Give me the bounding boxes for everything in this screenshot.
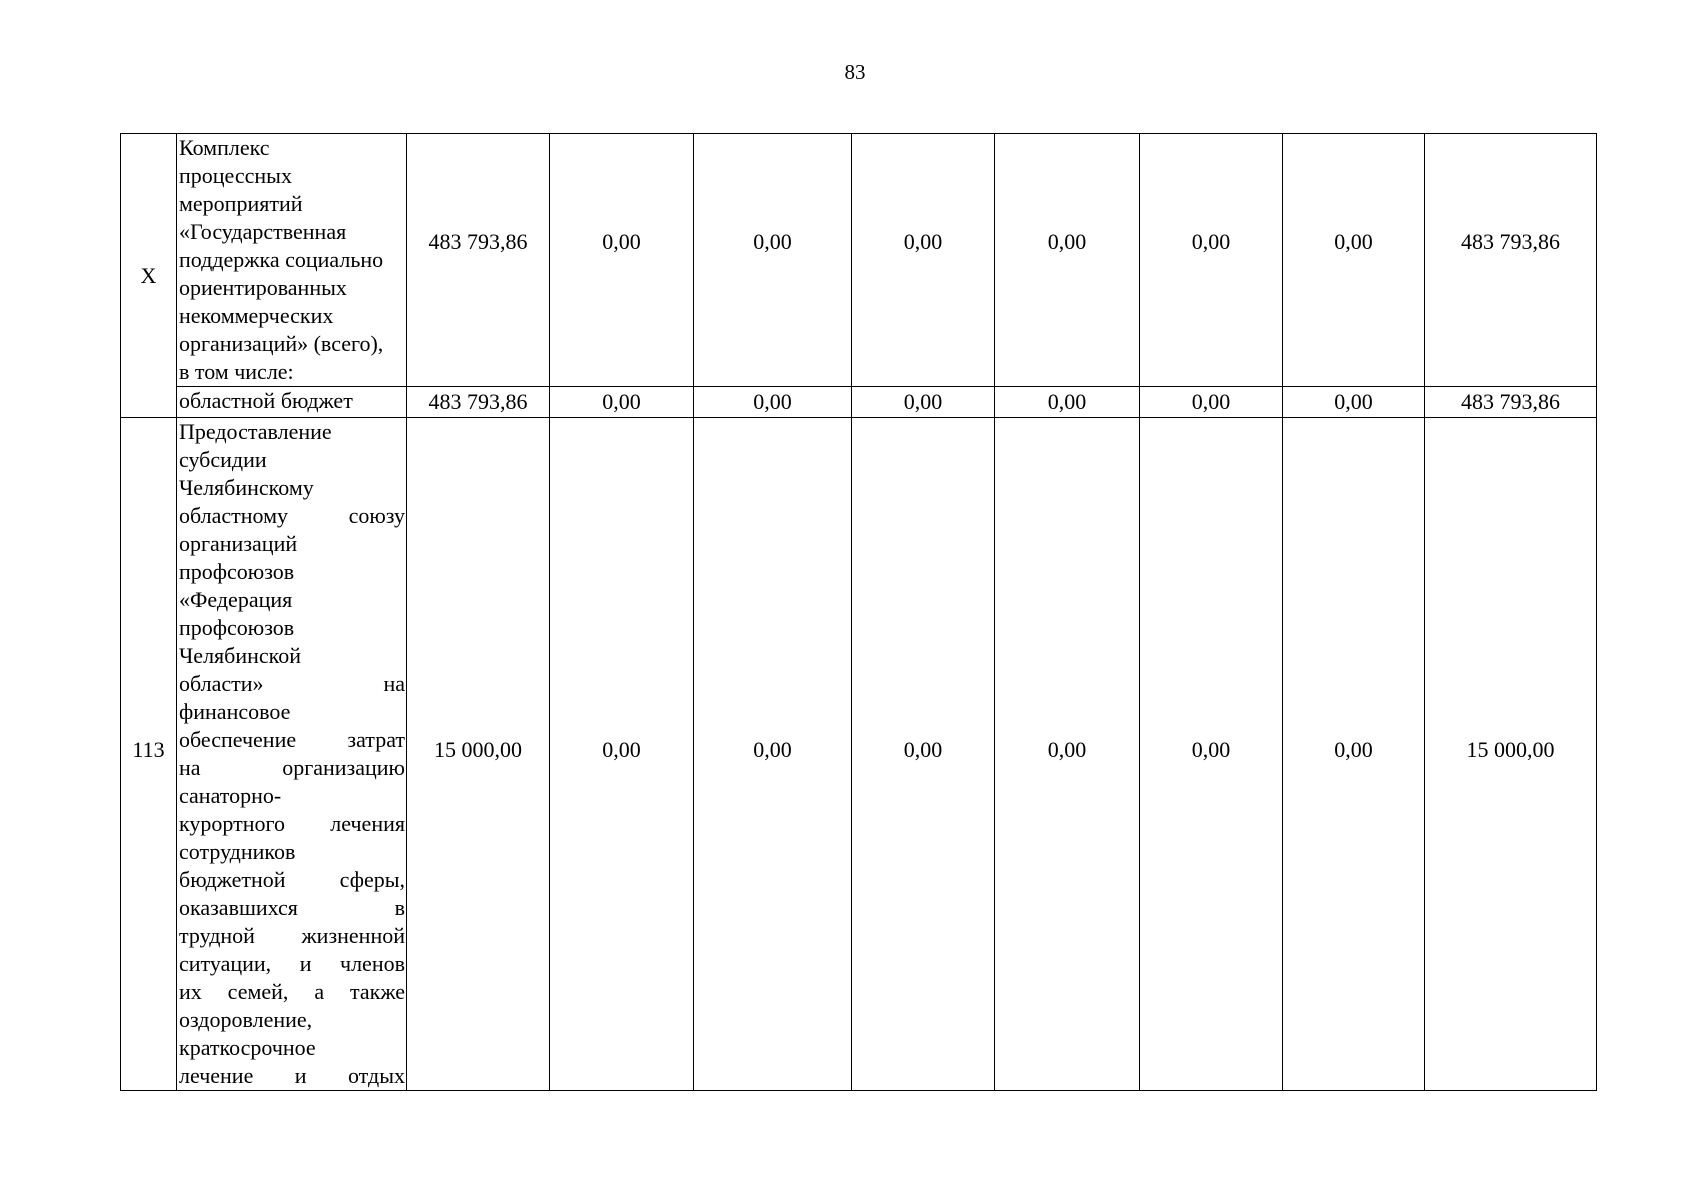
description-word: Предоставление [179,419,332,444]
value: 0,00 [1191,737,1231,762]
description-word: в [394,895,405,920]
value-cell [852,134,995,387]
value-cell [550,134,694,387]
description-word: а [314,979,325,1004]
description-line [179,446,405,474]
value: 0,00 [1191,229,1231,254]
value: 15 000,00 [434,737,522,762]
value-cell [694,134,852,387]
row-number-cell [121,134,177,418]
description-line [179,1062,405,1090]
description-word: ситуации, [179,951,272,976]
description-line [179,670,405,698]
value-cell [852,418,995,1091]
description-word: сотрудников [179,839,296,864]
row-number: 113 [132,737,165,762]
value-cell [550,418,694,1091]
description-line [179,530,405,558]
description-word: профсоюзов [179,615,295,640]
row-number: Х [140,262,157,288]
description-line: процессных [179,163,292,188]
description-line [179,810,405,838]
description-word: профсоюзов [179,559,295,584]
description-line: мероприятий [179,191,303,216]
description-word: также [349,979,405,1004]
description-word: организацию [282,755,405,780]
description-word: Челябинскому [179,475,314,500]
value-cell [1140,418,1283,1091]
value-cell [1283,418,1425,1091]
description-line [179,586,405,614]
value: 0,00 [602,229,641,254]
value: 0,00 [1047,229,1087,254]
description-line [179,698,405,726]
description-line [179,838,405,866]
value-cell: 0,00 [550,387,694,418]
value-cell: 0,00 [1283,387,1425,418]
description-word: организаций [179,531,298,556]
description-line [179,1006,405,1034]
description-word: обеспечение [179,727,297,752]
value-cell [1140,134,1283,387]
description-word: оздоровление, [179,1007,313,1032]
description-line: некоммерческих [179,303,334,328]
description-word: финансовое [179,699,291,724]
value-cell [1283,134,1425,387]
description-word: членов [340,951,405,976]
description-line: «Государственная [179,219,347,244]
description-line [179,474,405,502]
description-word: «Федерация [179,587,293,612]
description-line [179,866,405,894]
description-word: жизненной [301,923,405,948]
description-word: семей, [227,979,289,1004]
description-word: сферы, [339,867,405,892]
description-line: организаций» (всего), [179,331,384,356]
description-line [179,502,405,530]
description-word: затрат [347,727,405,752]
description-line [179,922,405,950]
value-cell [694,418,852,1091]
description-cell [177,418,407,1091]
description-word: на [179,755,201,780]
value: 0,00 [1334,737,1373,762]
description-word: санаторно- [179,783,282,808]
value: 15 000,00 [1466,737,1555,762]
description-word: и [294,1063,307,1088]
value-cell: 0,00 [995,387,1140,418]
description-line [179,558,405,586]
description-line [179,978,405,1006]
description-line [179,642,405,670]
description-line [179,950,405,978]
value-cell [1425,134,1597,387]
value-cell [407,134,550,387]
table-row [121,134,1597,387]
description-word: союзу [348,503,405,528]
value: 483 793,86 [428,229,528,254]
description-word: их [179,979,202,1004]
value-cell [407,418,550,1091]
value: 0,00 [903,737,943,762]
budget-table [120,133,1597,1091]
description-word: краткосрочное [179,1035,316,1060]
description-word: отдых [347,1063,405,1088]
value: 0,00 [903,229,943,254]
value-cell [995,134,1140,387]
description-line [179,1034,405,1062]
description-word: и [299,951,312,976]
table-row [121,387,1597,418]
value: 0,00 [602,737,641,762]
description-line: поддержка социально [179,247,384,272]
value: 0,00 [753,229,792,254]
value: 0,00 [1047,737,1087,762]
value-cell: 483 793,86 [1425,387,1597,418]
description-line [179,754,405,782]
description-word: лечения [330,811,405,836]
description-cell [177,134,407,387]
description-word: Челябинской [179,643,302,668]
value-cell [995,418,1140,1091]
description-line [179,726,405,754]
description-line [179,782,405,810]
description-line: областной бюджет [179,388,353,413]
description-line [179,894,405,922]
value-cell: 0,00 [694,387,852,418]
description-word: курортного [179,811,285,836]
row-number-cell [121,418,177,1091]
description-cell [177,387,407,418]
description-line [179,418,405,446]
description-word: областному [179,503,289,528]
description-word: трудной [179,923,255,948]
description-word: субсидии [179,447,267,472]
description-word: области» [179,671,264,696]
page-number: 83 [844,60,866,84]
value: 0,00 [1334,229,1373,254]
value: 0,00 [753,737,792,762]
description-line [179,614,405,642]
value-cell: 0,00 [1140,387,1283,418]
description-line: Комплекс [179,135,270,160]
value: 483 793,86 [1461,229,1560,254]
description-word: лечение [179,1063,254,1088]
description-line: ориентированных [179,275,347,300]
description-word: бюджетной [179,867,286,892]
value-cell [1425,418,1597,1091]
description-word: оказавшихся [179,895,298,920]
value-cell: 483 793,86 [407,387,550,418]
description-line: в том числе: [179,359,294,384]
description-word: на [383,671,405,696]
value-cell: 0,00 [852,387,995,418]
table-row [121,418,1597,1091]
